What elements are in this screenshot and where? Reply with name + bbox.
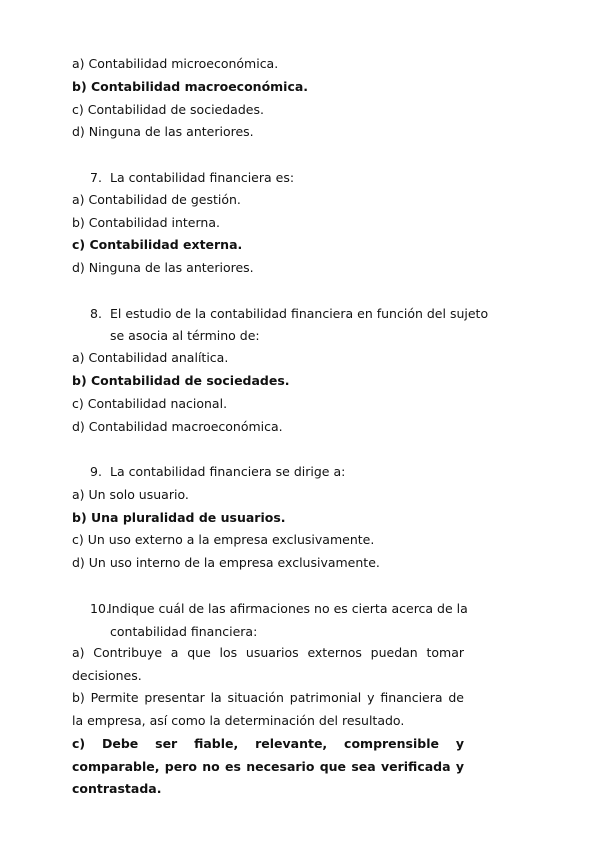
q7-option-d: d) Ninguna de las anteriores. [72, 260, 254, 275]
q8-option-d: d) Contabilidad macroeconómica. [72, 419, 283, 434]
question-8-text-line2: se asocia al término de: [110, 328, 260, 343]
question-10-text-line1: Indique cuál de las afirmaciones no es cierta acerca de la [108, 601, 468, 616]
q9-option-d: d) Un uso interno de la empresa exclusivamente. [72, 555, 380, 570]
question-7-text: La contabilidad financiera es: [110, 170, 295, 185]
question-9-number: 9. [90, 464, 102, 479]
q10-option-b: b) Permite presentar la situación patrimonial y financiera de la empresa, así como la determinación del resultado. [72, 690, 464, 728]
question-10-number: 10. [90, 601, 110, 616]
q7-option-a: a) Contabilidad de gestión. [72, 192, 241, 207]
q9-option-a: a) Un solo usuario. [72, 487, 189, 502]
q10-option-c-answer: c) Debe ser fiable, relevante, comprensible y comparable, pero no es necesario que sea verificada y contrastada. [72, 736, 464, 796]
q7-option-c-answer: c) Contabilidad externa. [72, 237, 243, 252]
question-10-text-line2: contabilidad financiera: [110, 624, 258, 639]
q8-option-c: c) Contabilidad nacional. [72, 396, 228, 411]
option-a: a) Contabilidad microeconómica. [72, 56, 279, 71]
q10-option-a: a) Contribuye a que los usuarios externos puedan tomar decisiones. [72, 645, 464, 683]
q8-option-a: a) Contabilidad analítica. [72, 350, 229, 365]
option-c: c) Contabilidad de sociedades. [72, 102, 264, 117]
q9-option-c: c) Un uso externo a la empresa exclusivamente. [72, 532, 375, 547]
question-8-text-line1: El estudio de la contabilidad financiera en función del sujeto [110, 306, 489, 321]
question-7-number: 7. [90, 170, 102, 185]
option-d: d) Ninguna de las anteriores. [72, 124, 254, 139]
q9-option-b-answer: b) Una pluralidad de usuarios. [72, 510, 286, 525]
option-b-answer: b) Contabilidad macroeconómica. [72, 79, 309, 94]
question-8-number: 8. [90, 306, 102, 321]
q7-option-b: b) Contabilidad interna. [72, 215, 220, 230]
q8-option-b-answer: b) Contabilidad de sociedades. [72, 373, 290, 388]
question-9-text: La contabilidad financiera se dirige a: [110, 464, 346, 479]
